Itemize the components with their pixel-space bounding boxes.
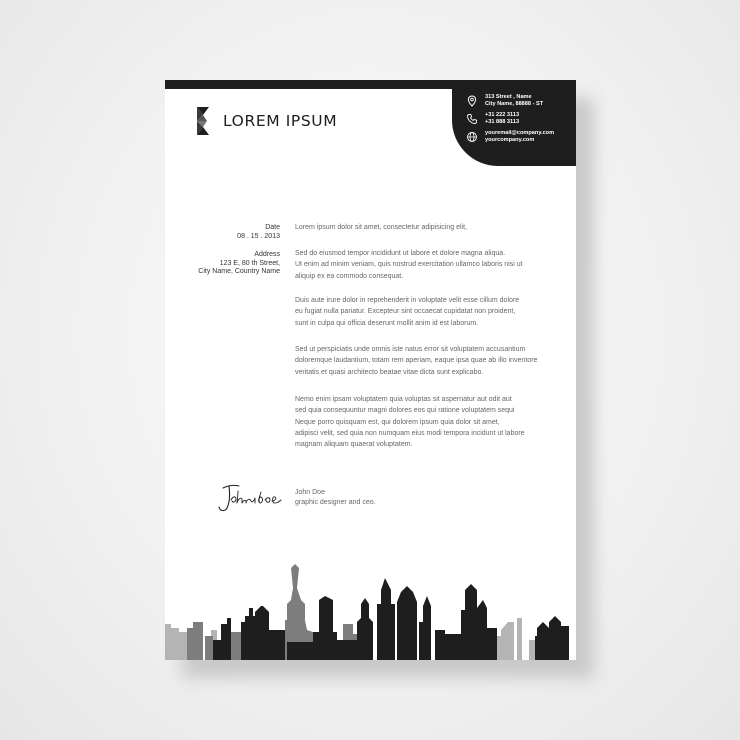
contact-panel [452, 80, 576, 166]
letter-paragraph-1 [295, 248, 550, 282]
letter-paragraph-4 [295, 394, 550, 450]
address-label: Address [254, 251, 280, 258]
contact-address [466, 94, 543, 108]
greeting-line: Lorem ipsum dolor sit amet, consectetur adipisicing elit, [295, 224, 467, 231]
location-pin-icon [466, 95, 478, 107]
paragraph-line: Duis aute irure dolor in reprehenderit in voluptate velit esse cillum dolore [295, 297, 520, 304]
address-value-line-2: City Name, Country Name [198, 268, 280, 275]
paragraph-line: doloremque laudantium, totam rem aperiam, eaque ipsa quae ab illo inventore [295, 357, 538, 365]
paragraph-line: magnam aliquam quaerat voluptatem. [295, 441, 413, 449]
date-value: 08 . 15 . 2013 [237, 232, 280, 240]
signer-name: John Doe [295, 489, 325, 496]
letter-greeting [295, 222, 550, 233]
date-block [237, 224, 280, 241]
date-label: Date [265, 224, 280, 231]
paragraph-line: aliquip ex ea commodo consequat. [295, 272, 404, 280]
contact-web [466, 130, 554, 144]
paragraph-line: Sed ut perspiciatis unde omnis iste natus error sit voluptatem accusantium [295, 346, 526, 353]
letter-paragraph-2 [295, 295, 550, 329]
address-value-line-1: 123 E, 80 th Street, [219, 259, 280, 267]
address-block [198, 251, 280, 277]
globe-icon [466, 131, 478, 143]
signer-title: graphic designer and ceo. [295, 499, 376, 506]
city-skyline-illustration [165, 560, 576, 660]
signer-block [295, 488, 376, 508]
address-line-2: City Name, 88888 - ST [485, 101, 544, 107]
address-line-1: 313 Street , Name [485, 94, 532, 100]
phone-line-1: +31 222 3113 [485, 112, 520, 118]
paragraph-line: Sed do eiusmod tempor incididunt ut labore et dolore magna aliqua. [295, 250, 506, 257]
paragraph-line: adipisci velit, sed quia non numquam eius modi tempora incidunt ut labore [295, 429, 525, 437]
paragraph-line: Nemo enim ipsam voluptatem quia voluptas sit aspernatur aut odit aut [295, 396, 512, 403]
contact-phone [466, 112, 519, 126]
letter-paragraph-3 [295, 344, 550, 378]
brand-name: LOREM IPSUM [223, 112, 338, 130]
paragraph-line: sunt in culpa qui officia deserunt mollit anim id est laborum. [295, 319, 479, 327]
paragraph-line: Ut enim ad minim veniam, quis nostrud exercitation ullamco laboris nisi ut [295, 261, 523, 269]
website-line: yourcompany.com [485, 137, 535, 143]
company-logo [195, 105, 337, 137]
phone-icon [466, 113, 478, 125]
paragraph-line: Neque porro quisquam est, qui dolorem ipsum quia dolor sit amet, [295, 418, 500, 426]
paragraph-line: veritatis et quasi architecto beatae vitae dicta sunt explicabo. [295, 368, 484, 376]
letterhead-page [165, 80, 576, 660]
email-line: youremail@company.com [485, 130, 555, 136]
handwritten-signature [215, 480, 283, 514]
logo-mark-icon [195, 105, 219, 137]
paragraph-line: eu fugiat nulla pariatur. Excepteur sint occaecat cupidatat non proident, [295, 308, 516, 316]
phone-line-2: +31 888 3113 [485, 119, 520, 125]
paragraph-line: sed quia consequuntur magni dolores eos qui ratione voluptatem sequi [295, 407, 515, 415]
